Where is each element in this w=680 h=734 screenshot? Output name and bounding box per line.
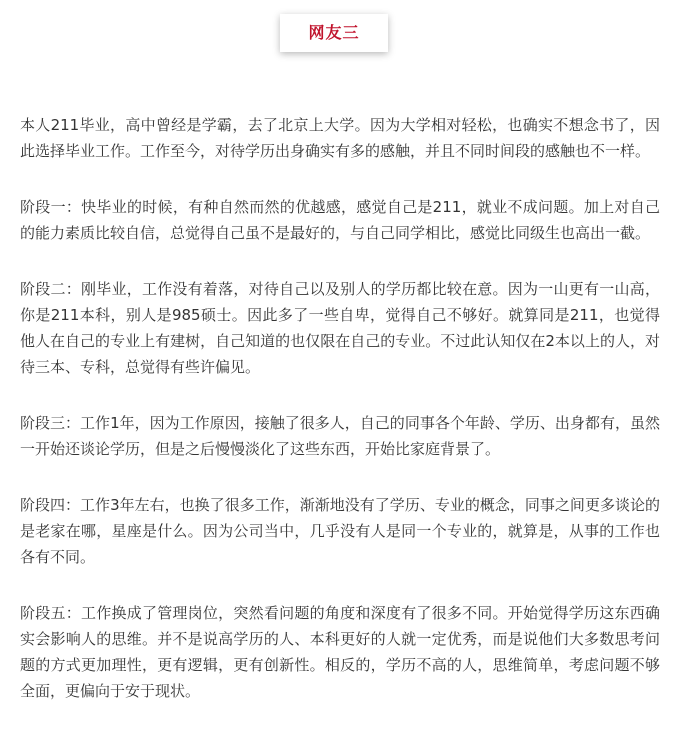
section-title: 网友三 (280, 14, 388, 52)
paragraph-stage-1: 阶段一：快毕业的时候，有种自然而然的优越感，感觉自己是211，就业不成问题。加上对自己的能力素质比较自信，总觉得自己虽不是最好的，与自己同学相比，感觉比同级生也高出一截。 (20, 198, 660, 242)
paragraph-stage-4: 阶段四：工作3年左右，也换了很多工作，渐渐地没有了学历、专业的概念，同事之间更多谈论的是老家在哪，星座是什么。因为公司当中，几乎没有人是同一个专业的，就算是，从事的工作也各有不同。 (20, 496, 660, 566)
header (0, 12, 680, 62)
paragraph-stage-3: 阶段三：工作1年，因为工作原因，接触了很多人，自己的同事各个年龄、学历、出身都有，虽然一开始还谈论学历，但是之后慢慢淡化了这些东西，开始比家庭背景了。 (20, 414, 660, 458)
paragraph-intro: 本人211毕业，高中曾经是学霸，去了北京上大学。因为大学相对轻松，也确实不想念书了，因此选择毕业工作。工作至今，对待学历出身确实有多的感触，并且不同时间段的感触也不一样。 (20, 116, 660, 160)
paragraph-stage-2: 阶段二：刚毕业，工作没有着落，对待自己以及别人的学历都比较在意。因为一山更有一山高，你是211本科，别人是985硕士。因此多了一些自卑，觉得自己不够好。就算同是211，也觉得他人在自己的专业上有建树，自己知道的也仅限在自己的专业。不过此认知仅在2本以上的人，对待三本、专科，总觉得有些许偏见。 (20, 280, 660, 376)
article-body (20, 112, 660, 734)
paragraph-stage-5: 阶段五：工作换成了管理岗位，突然看问题的角度和深度有了很多不同。开始觉得学历这东西确实会影响人的思维。并不是说高学历的人、本科更好的人就一定优秀，而是说他们大多数思考问题的方式更加理性，更有逻辑，更有创新性。相反的，学历不高的人，思维简单，考虑问题不够全面，更偏向于安于现状。 (20, 604, 660, 700)
